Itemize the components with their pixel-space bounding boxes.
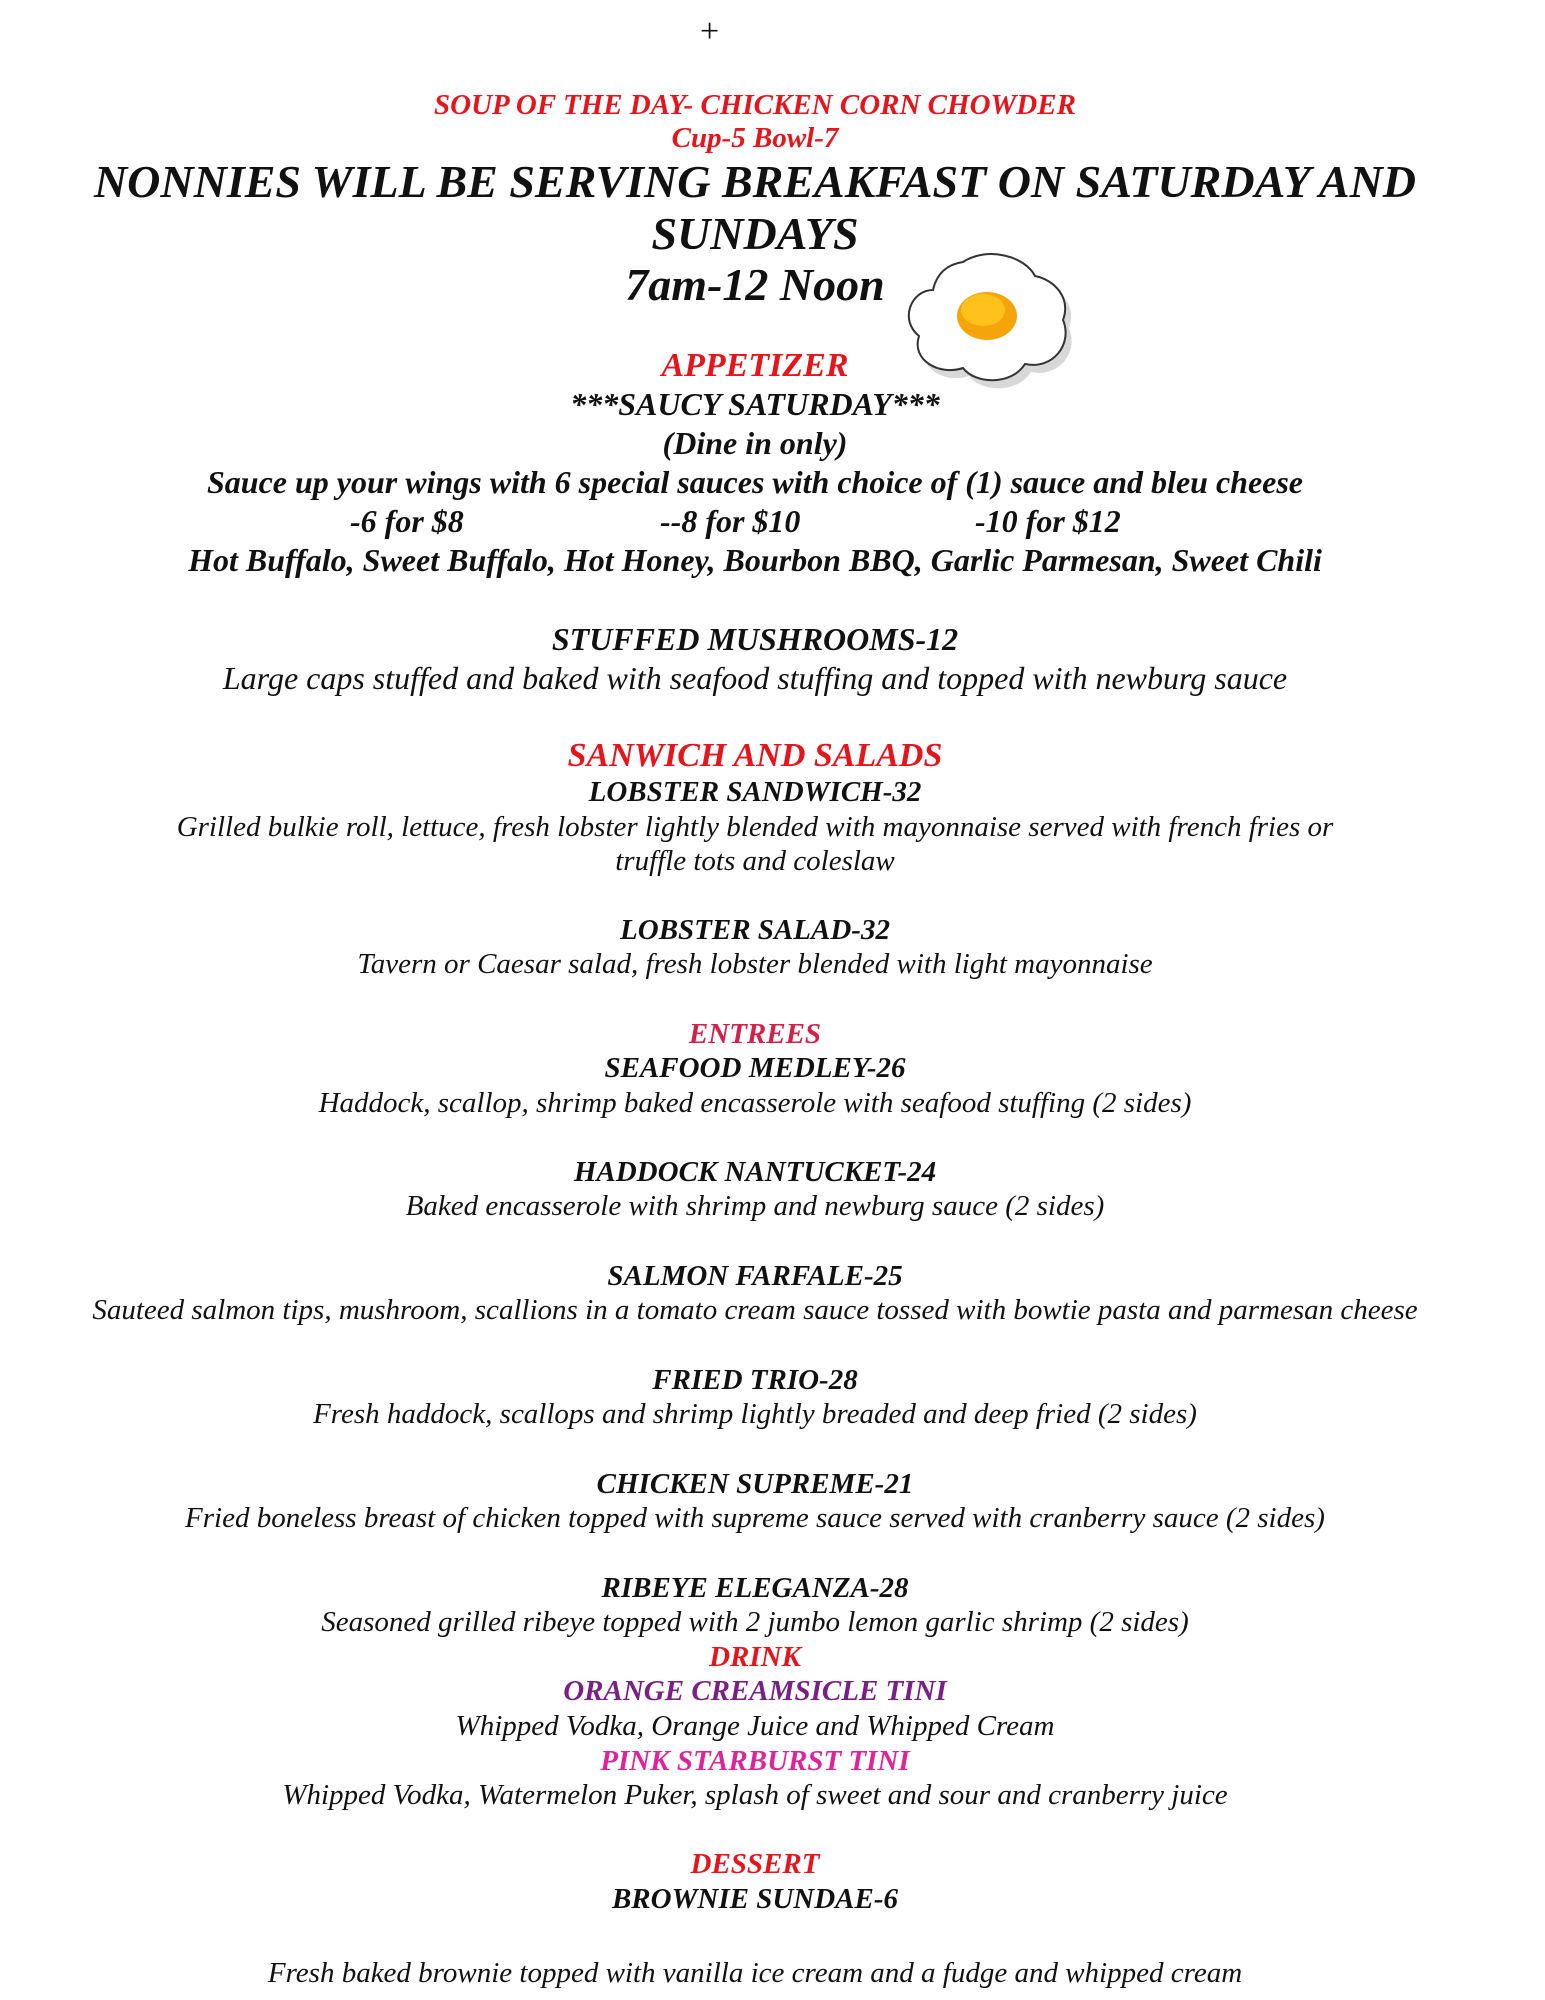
appetizer-header: APPETIZER xyxy=(661,347,849,384)
lobster-salad-desc: Tavern or Caesar salad, fresh lobster blended with light mayonnaise xyxy=(357,948,1153,980)
breakfast-line-2: SUNDAYS xyxy=(651,208,859,259)
dine-in-note: (Dine in only) xyxy=(662,425,848,461)
wing-price-3: -10 for $12 xyxy=(975,503,1121,539)
drink-header: DRINK xyxy=(709,1641,801,1673)
pink-starburst-tini-desc: Whipped Vodka, Watermelon Puker, splash of sweet and sour and cranberry juice xyxy=(282,1779,1228,1811)
brownie-sundae-desc: Fresh baked brownie topped with vanilla ice cream and a fudge and whipped cream xyxy=(267,1957,1243,1989)
lobster-sandwich-desc-2: truffle tots and coleslaw xyxy=(615,845,895,877)
haddock-nantucket-name: HADDOCK NANTUCKET-24 xyxy=(573,1156,937,1188)
breakfast-hours: 7am-12 Noon xyxy=(625,259,885,310)
orange-creamsicle-tini-desc: Whipped Vodka, Orange Juice and Whipped Cream xyxy=(455,1710,1055,1742)
chicken-supreme-name: CHICKEN SUPREME-21 xyxy=(596,1468,914,1500)
orange-creamsicle-tini-name: ORANGE CREAMSICLE TINI xyxy=(563,1675,947,1707)
seafood-medley-name: SEAFOOD MEDLEY-26 xyxy=(604,1052,906,1084)
soup-title: SOUP OF THE DAY- CHICKEN CORN CHOWDER xyxy=(434,89,1076,121)
dessert-header: DESSERT xyxy=(690,1848,820,1880)
wing-price-2: --8 for $10 xyxy=(660,503,801,539)
saucy-saturday-title: ***SAUCY SATURDAY*** xyxy=(570,386,940,422)
wing-price-1: -6 for $8 xyxy=(350,503,464,539)
salmon-farfale-name: SALMON FARFALE-25 xyxy=(607,1260,903,1292)
fried-trio-desc: Fresh haddock, scallops and shrimp lightly breaded and deep fried (2 sides) xyxy=(313,1398,1197,1430)
plus-mark: + xyxy=(700,13,720,50)
lobster-sandwich-desc-1: Grilled bulkie roll, lettuce, fresh lobster lightly blended with mayonnaise served with french fries or xyxy=(176,811,1334,843)
sandwich-header: SANWICH AND SALADS xyxy=(567,737,943,774)
salmon-farfale-desc: Sauteed salmon tips, mushroom, scallions in a tomato cream sauce tossed with bowtie pasta and parmesan cheese xyxy=(92,1294,1418,1326)
seafood-medley-desc: Haddock, scallop, shrimp baked encasserole with seafood stuffing (2 sides) xyxy=(318,1087,1192,1119)
haddock-nantucket-desc: Baked encasserole with shrimp and newburg sauce (2 sides) xyxy=(405,1190,1105,1222)
lobster-salad-name: LOBSTER SALAD-32 xyxy=(620,914,890,946)
chicken-supreme-desc: Fried boneless breast of chicken topped with supreme sauce served with cranberry sauce (2 sides) xyxy=(185,1502,1325,1534)
wings-description: Sauce up your wings with 6 special sauces with choice of (1) sauce and bleu cheese xyxy=(207,464,1303,500)
stuffed-mushrooms-desc: Large caps stuffed and baked with seafood stuffing and topped with newburg sauce xyxy=(222,660,1288,696)
soup-prices: Cup-5 Bowl-7 xyxy=(671,122,839,154)
ribeye-eleganza-name: RIBEYE ELEGANZA-28 xyxy=(601,1572,909,1604)
stuffed-mushrooms-name: STUFFED MUSHROOMS-12 xyxy=(551,621,959,657)
pink-starburst-tini-name: PINK STARBURST TINI xyxy=(600,1745,910,1777)
lobster-sandwich-name: LOBSTER SANDWICH-32 xyxy=(588,776,922,808)
fried-trio-name: FRIED TRIO-28 xyxy=(652,1364,858,1396)
breakfast-line-1: NONNIES WILL BE SERVING BREAKFAST ON SATURDAY AND xyxy=(93,156,1417,207)
sauce-list: Hot Buffalo, Sweet Buffalo, Hot Honey, Bourbon BBQ, Garlic Parmesan, Sweet Chili xyxy=(188,542,1322,578)
ribeye-eleganza-desc: Seasoned grilled ribeye topped with 2 jumbo lemon garlic shrimp (2 sides) xyxy=(321,1606,1189,1638)
entrees-header: ENTREES xyxy=(688,1018,822,1050)
brownie-sundae-name: BROWNIE SUNDAE-6 xyxy=(611,1883,899,1915)
